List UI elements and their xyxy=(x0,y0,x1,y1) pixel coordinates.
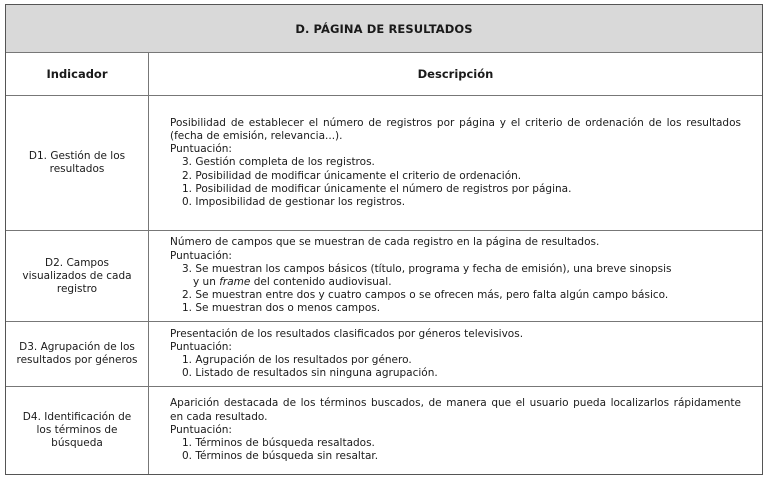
indicator-cell: D1. Gestión de los resultados xyxy=(28,150,126,175)
description-cell xyxy=(149,231,762,321)
description-text: Posibilidad de establecer el número de registros por página y el criterio de ordenación de los resultados (fecha de emisión, relevancia...). xyxy=(170,116,741,142)
description-cell xyxy=(149,96,762,230)
continuation-text: del contenido audiovisual. xyxy=(253,276,392,288)
score-item: 1. Se muestran dos o menos campos. xyxy=(182,302,381,315)
score-list xyxy=(170,156,741,209)
score-item: 0. Términos de búsqueda sin resaltar. xyxy=(182,450,379,463)
score-item: 0. Imposibilidad de gestionar los registros. xyxy=(182,196,406,208)
indicator-cell: D4. Identificación de los términos de búsqueda xyxy=(22,411,132,449)
score-item: 2. Se muestran entre dos y cuatro campos o se ofrecen más, pero falta algún campo básico. xyxy=(182,289,669,302)
score-label: Puntuación: xyxy=(170,340,232,353)
table-row-d4 xyxy=(6,387,762,474)
score-item-continuation xyxy=(170,276,741,289)
table-title: D. PÁGINA DE RESULTADOS xyxy=(6,5,762,53)
score-item: 3. Se muestran los campos básicos (título, programa y fecha de emisión), una breve sinopsis xyxy=(182,262,672,275)
score-item: 3. Gestión completa de los registros. xyxy=(182,156,375,169)
column-header-indicator: Indicador xyxy=(46,67,108,81)
indicator-cell: D2. Campos visualizados de cada registro xyxy=(22,256,132,295)
score-item: 0. Listado de resultados sin ninguna agrupación. xyxy=(182,367,438,380)
description-text: Aparición destacada de los términos buscados, de manera que el usuario pueda localizarlos rápidamente en cada resultado. xyxy=(170,397,741,423)
score-item: 1. Agrupación de los resultados por género. xyxy=(182,354,412,366)
score-label: Puntuación: xyxy=(170,143,232,156)
indicator-cell: D3. Agrupación de los resultados por géneros xyxy=(16,341,138,366)
description-cell xyxy=(149,322,762,386)
score-item: 2. Posibilidad de modificar únicamente el criterio de ordenación. xyxy=(182,169,522,182)
table-row-d2 xyxy=(6,231,762,322)
description-text: Número de campos que se muestran de cada registro en la página de resultados. xyxy=(170,236,600,249)
column-header-row xyxy=(6,53,762,96)
score-list xyxy=(170,354,741,380)
score-list xyxy=(170,263,741,316)
score-item: 1. Posibilidad de modificar únicamente el número de registros por página. xyxy=(182,182,572,195)
score-item: 1. Términos de búsqueda resaltados. xyxy=(182,437,375,450)
score-list xyxy=(170,437,741,463)
description-text: Presentación de los resultados clasificados por géneros televisivos. xyxy=(170,327,524,340)
table-row-d1 xyxy=(6,96,762,231)
emphasis-text: frame xyxy=(219,276,251,288)
table-row-d3 xyxy=(6,322,762,387)
results-page-table xyxy=(5,4,763,475)
score-label: Puntuación: xyxy=(170,423,232,436)
column-header-description: Descripción xyxy=(417,67,494,81)
score-label: Puntuación: xyxy=(170,249,232,262)
continuation-text: y un xyxy=(193,276,216,288)
description-cell xyxy=(149,387,762,474)
column-divider xyxy=(148,53,149,474)
